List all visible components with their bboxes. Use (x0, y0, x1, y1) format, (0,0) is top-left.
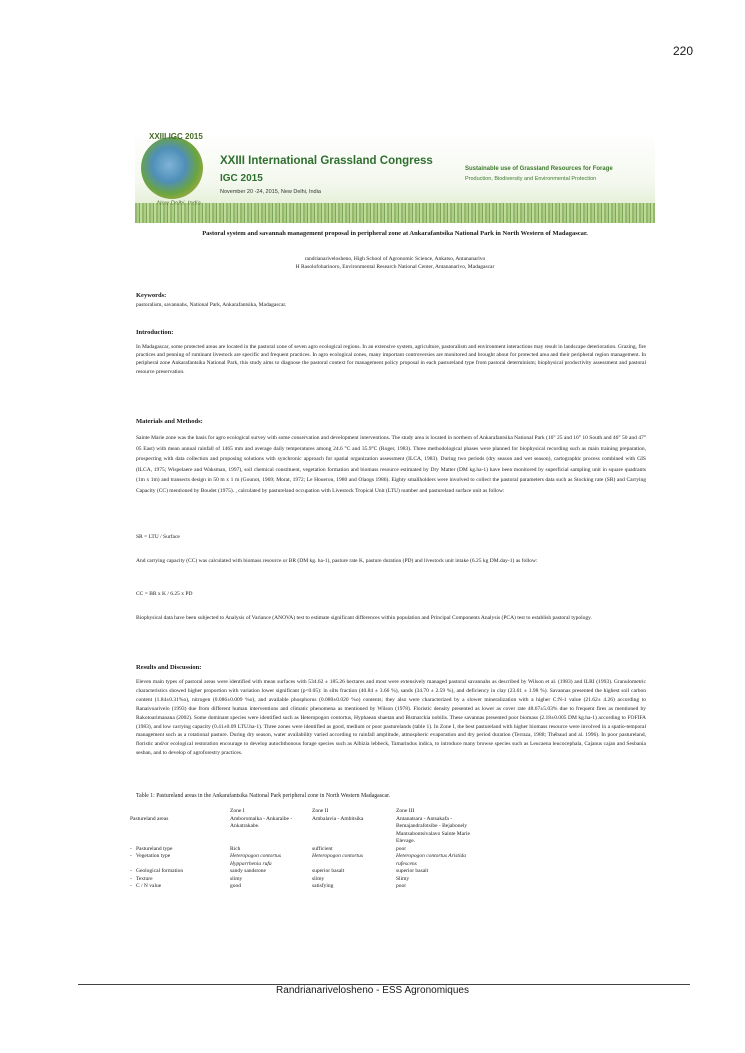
table-cell: Pastureland areas (130, 815, 169, 822)
row-label: Texture (135, 875, 153, 882)
methods-heading: Materials and Methods: (136, 418, 203, 425)
table-header-cell: Zone I (230, 808, 245, 814)
table-cell: Antanatsara - Antsakafa - Bemajandrafotsibe - Bejabonely Mantsabontsivalavo Sainte Marie Elevage. (396, 815, 470, 844)
table-caption: Table 1: Pastureland areas in the Ankarafantsika National Park peripheral zone in North Western Madagascar. (136, 793, 391, 799)
banner-theme-line2: Production, Biodiversity and Environmental Protection (465, 176, 597, 182)
page-number: 220 (672, 44, 693, 58)
table-cell: poor (396, 883, 407, 889)
table-header-cell (128, 808, 228, 816)
grass-decoration (135, 203, 655, 223)
methods-paragraph-3: Biophysical data have been subjected to Analysis of Variance (ANOVA) test to estimate significant differences within population and Principal Components Analysis (PCA) test to establish pastoral typology. (136, 615, 592, 621)
table-row (128, 883, 490, 891)
table-cell: good (230, 883, 241, 889)
banner-subtitle: IGC 2015 (220, 173, 263, 184)
table-row (128, 876, 490, 884)
table-cell: - Geological formation (130, 868, 184, 874)
table-cell: - Vegetation type (130, 853, 171, 859)
row-label: Geological formation (135, 868, 184, 874)
table-cell: Amboromaika - Ankaraibe - Ankatrakabe. (230, 815, 293, 829)
table-header-cell: Zone II (312, 808, 329, 814)
introduction-heading: Introduction: (136, 329, 174, 336)
table-cell: superior basalt (312, 868, 345, 874)
keywords-heading: Keywords: (136, 292, 167, 299)
igc-logo-icon (141, 137, 203, 199)
banner-theme-line1: Sustainable use of Grassland Resources for Forage (465, 166, 613, 172)
results-heading: Results and Discussion: (136, 664, 202, 671)
table-cell: sandy sandstone (230, 868, 266, 874)
banner-dates: November 20 -24, 2015, New Delhi, India (220, 189, 321, 195)
table-cell: superior basalt (396, 868, 429, 874)
row-label: Pastureland type (135, 845, 173, 852)
author-line-1: randrianarivelosheno, High School of Agronomic Science, Ankatso, Antananarivo (304, 256, 486, 262)
table-header-cell: Zone III (396, 808, 415, 814)
authors (135, 255, 655, 271)
table-cell: Heteropogon contortus (312, 853, 363, 859)
table-cell: - Pastureland type (130, 845, 173, 852)
results-text: Eleven main types of pastoral areas were identified with mean surfaces with 534.62 ± 185.26 hectares and most were extensively managed pastoral savannahs as described by Wilson et al. (1983) and ILRI (1993). Granulometric characteristics showed higher proportion with variation lower significant (p<0.05): in silts fraction (40.84 ± 3.66 %), sands (34.70 ± 2.59 %), and deficiency in clay (23.61 ± 1.98 %). Savannas presented the highest soil carbon content (1.84±0.31%o), nitrogen (0.086±0.009 %o), and available phosphorus (0.080±0.020 %o) contents; they also were characterized by a slower mineralization with a higher C:N-1 value (21.62± 4.26) according to Ranaivoarivelo (1993) due from different human interventions and climatic phenomena as mentioned by Wilson (1978). Floristic density presented as lower as cover rate 48.67±5.03% due to frequent fires as mentioned by Rakotoarimanana (2002). Some dominant species were identified such as Heteropogon contortus, Hyphaean shaetan and Bismarckia nobilis. These savannas presented poor biomass (2.18±0.005 DM kg.ha-1) according to FOFIFA (1983), and low carrying capacity (0.41±0.09 LTU.ha-1). Three zones were identified as good, medium or poor pasturelands (table 1). In Zone I, the best pastureland with higher biomass resource were involved in a spatio-temporal management such as a rotational pasture. During dry season, water availability varied according to rainfall amplitude, atmospheric evaporation and dry period duration (Terraza, 1988; Thébaud and al. 1996). In poor pastureland, floristic and/or ecological restoration encourage to develop autochthonous forage species such as Albizia lebbeck, Tamarindus indica, to introduce many browse species such as Leucaena leucocephala, Cajanus cajan and Sesbania sesban, and to develop of agroforestry practices. (136, 679, 646, 757)
table-cell: Rich (230, 845, 241, 852)
table-cell: - C / N value (130, 883, 162, 889)
table-cell: poor (396, 845, 407, 852)
table-cell: satisfying (312, 883, 334, 889)
page-footer: Randrianarivelosheno - ESS Agronomiques (276, 985, 469, 996)
paper-title: Pastoral system and savannah management proposal in peripheral zone at Ankarafantsika National Park in North Western of Madagascar. (202, 230, 588, 237)
table-cell: sufficient (312, 845, 333, 852)
banner-title: XXIII International Grassland Congress (220, 155, 433, 167)
author-line-2: H Rasolofoharinoro, Environmental Research National Center, Antananarivo, Madagascar (295, 264, 495, 270)
table-row (128, 846, 490, 854)
equation-stocking-rate: SR = LTU / Surface (136, 534, 180, 540)
table-cell: slimy (312, 875, 325, 882)
conference-banner (135, 133, 655, 223)
table-cell: Slimy (396, 875, 410, 882)
equation-carrying-capacity: CC = BR x K / 6.25 x PD (136, 591, 193, 597)
table-row (128, 868, 490, 876)
introduction-text: In Madagascar, some protected areas are located in the pastoral zone of seven agro ecological regions. In an extensive system, agriculture, pastoralism and environment interactions may result in landscape deterioration. Grazing, fire practices and penning of ruminant livestock are specific and frequent practices. In agro ecological zones, many important controversies are monitored and brought about for protected area and their peripheral region management. In peripheral zone Ankarafantsika National Park, this study aims to diagnose the pastoral context for management policy proposal in each pastureland type from pastoral determinism; biophysical productivity assessment and pastoral resource preservation. (136, 344, 646, 375)
table-cell: Heteropogon contortus Hypparrhenia rufa (230, 853, 281, 867)
pastureland-table (128, 808, 490, 891)
keywords-text: pastoralism, savannahs, National Park, Ankarafantsika, Madagascar. (136, 302, 287, 308)
table-row (128, 853, 490, 868)
row-label: Vegetation type (135, 853, 171, 859)
table-cell: Heteropogon contortus Aristida rufescens (396, 853, 466, 867)
methods-paragraph-2: And carrying capacity (CC) was calculated with biomass resource or BR (DM kg. ha-1), pasture rate K, pasture duration (PD) and livestock unit intake (6.25 kg DM.day-1) as follow: (136, 558, 538, 564)
logo-text: XXIII IGC 2015 (149, 133, 203, 141)
table-header-row (128, 808, 490, 816)
table-cell: slimy (230, 875, 243, 882)
table-cell: - Texture (130, 875, 153, 882)
row-label: C / N value (135, 883, 162, 889)
table-cell: Ambalavia - Ambitsika (312, 815, 364, 822)
table-row (128, 816, 490, 846)
methods-paragraph-1: Sainte Marie zone was the basis for agro ecological survey with some conservation and development interventions. The study area is located in northern of Ankarafantsika National Park (16° 25 and 16° 10 South and 46° 50 and 47° 05 East) with mean annual rainfall of 1465 mm and average daily temperatures among 24.6 °C and 35.9°C (Roger, 1983). Three methodological phases were planned for biophysical recording such as main training preparation, prospecting with data collection and proposing solutions with synchronic approach for spatial organization assessment (ILCA, 1983). During two periods (dry season and wet season), cartographic process combined with GIS (ILCA, 1975; Wispelaere and Waksman, 1997), soil chemical constituent, vegetation formation and biomass resource estimated by Dry Matter (DM kg.ha-1) have been monitored by superficial sampling unit in square quadrants (1m x 1m) and transects design in 50 m x 1 m (Gounot, 1969; Morat, 1972; Le Houerou, 1980 and Olaogs 1986). Eighty smallholders were involved to collect the pastoral parameters data such as Stocking rate (SR) and Carrying Capacity (CC) mentioned by Boudet (1975). , calculated by pastureland occupation with Livestock Tropical Unit (LTU) number and pastureland surface unit as follow: (136, 435, 646, 494)
